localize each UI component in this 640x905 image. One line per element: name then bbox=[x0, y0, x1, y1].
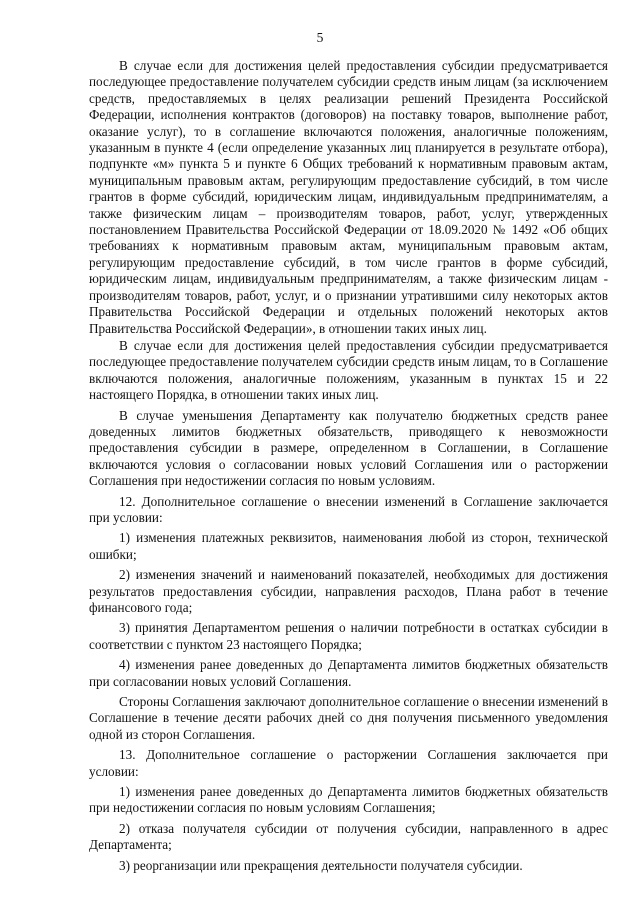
page-number: 5 bbox=[316, 30, 324, 45]
document-body bbox=[89, 58, 608, 874]
paragraph-1: В случае если для достижения целей предоставления субсидии предусматривается последующее предоставление получателем субсидии средств иным лицам (за исключением средств, предоставляемых в целях реализации решений Президента Российской Федерации, исполнения контрактов (договоров) на поставку товаров, выполнение работ, оказание услуг), то в соглашение включаются положения, аналогичные положениям, указанным в пункте 4 (если определение указанных лиц планируется в результате отбора), подпункте «м» пункта 5 и пункте 6 Общих требований к нормативным правовым актам, муниципальным правовым актам, регулирующим предоставление субсидий, в том числе грантов в форме субсидий, юридическим лицам, индивидуальным предпринимателям, а также физическим лицам – производителям товаров, работ, услуг, утвержденных постановлением Правительства Российской Федерации от 18.09.2020 № 1492 «Об общих требованиях к нормативным правовым актам, муниципальным правовым актам, регулирующим предоставление субсидий, в том числе грантов в форме субсидий, юридическим лицам, индивидуальным предпринимателям, а также физическим лицам - производителям товаров, работ, услуг, и о признании утратившими силу некоторых актов Правительства Российской Федерации и отдельных положений некоторых актов Правительства Российской Федерации», в отношении таких иных лиц. bbox=[89, 58, 608, 336]
paragraph-2: В случае если для достижения целей предоставления субсидии предусматривается последующее предоставление получателем субсидии средств иным лицам, то в Соглашение включаются положения, аналогичные положениям, указанным в пунктах 15 и 22 настоящего Порядка, в отношении таких иных лиц. bbox=[89, 337, 608, 403]
paragraph-10: 13. Дополнительное соглашение о расторжении Соглашения заключается при условии: bbox=[89, 747, 608, 779]
paragraph-6: 2) изменения значений и наименований показателей, необходимых для достижения результатов предоставления субсидии, направления расходов, Плана работ в течение финансового года; bbox=[89, 567, 608, 615]
paragraph-4: 12. Дополнительное соглашение о внесении изменений в Соглашение заключается при условии: bbox=[89, 493, 608, 525]
paragraph-9: Стороны Соглашения заключают дополнительное соглашение о внесении изменений в Соглашение в течение десяти рабочих дней со дня получения письменного уведомления одной из сторон Соглашения. bbox=[89, 694, 608, 742]
paragraph-8: 4) изменения ранее доведенных до Департамента лимитов бюджетных обязательств при согласовании новых условий Соглашения. bbox=[89, 657, 608, 689]
paragraph-7: 3) принятия Департаментом решения о наличии потребности в остатках субсидии в соответствии с пунктом 23 настоящего Порядка; bbox=[89, 620, 608, 652]
paragraph-13: 3) реорганизации или прекращения деятельности получателя субсидии. bbox=[119, 857, 523, 873]
paragraph-5: 1) изменения платежных реквизитов, наименования любой из сторон, технической ошибки; bbox=[89, 530, 608, 562]
paragraph-12: 2) отказа получателя субсидии от получения субсидии, направленного в адрес Департамента; bbox=[89, 820, 608, 853]
paragraph-3: В случае уменьшения Департаменту как получателю бюджетных средств ранее доведенных лимитов бюджетных обязательств, приводящего к невозможности предоставления субсидии в размере, определенном в Соглашении, в Соглашение включаются условия о согласовании новых условий Соглашения или о расторжении Соглашения при недостижении согласия по новым условиям. bbox=[89, 407, 608, 489]
paragraph-11: 1) изменения ранее доведенных до Департамента лимитов бюджетных обязательств при недостижении согласия по новым условиям Соглашения; bbox=[89, 784, 608, 816]
